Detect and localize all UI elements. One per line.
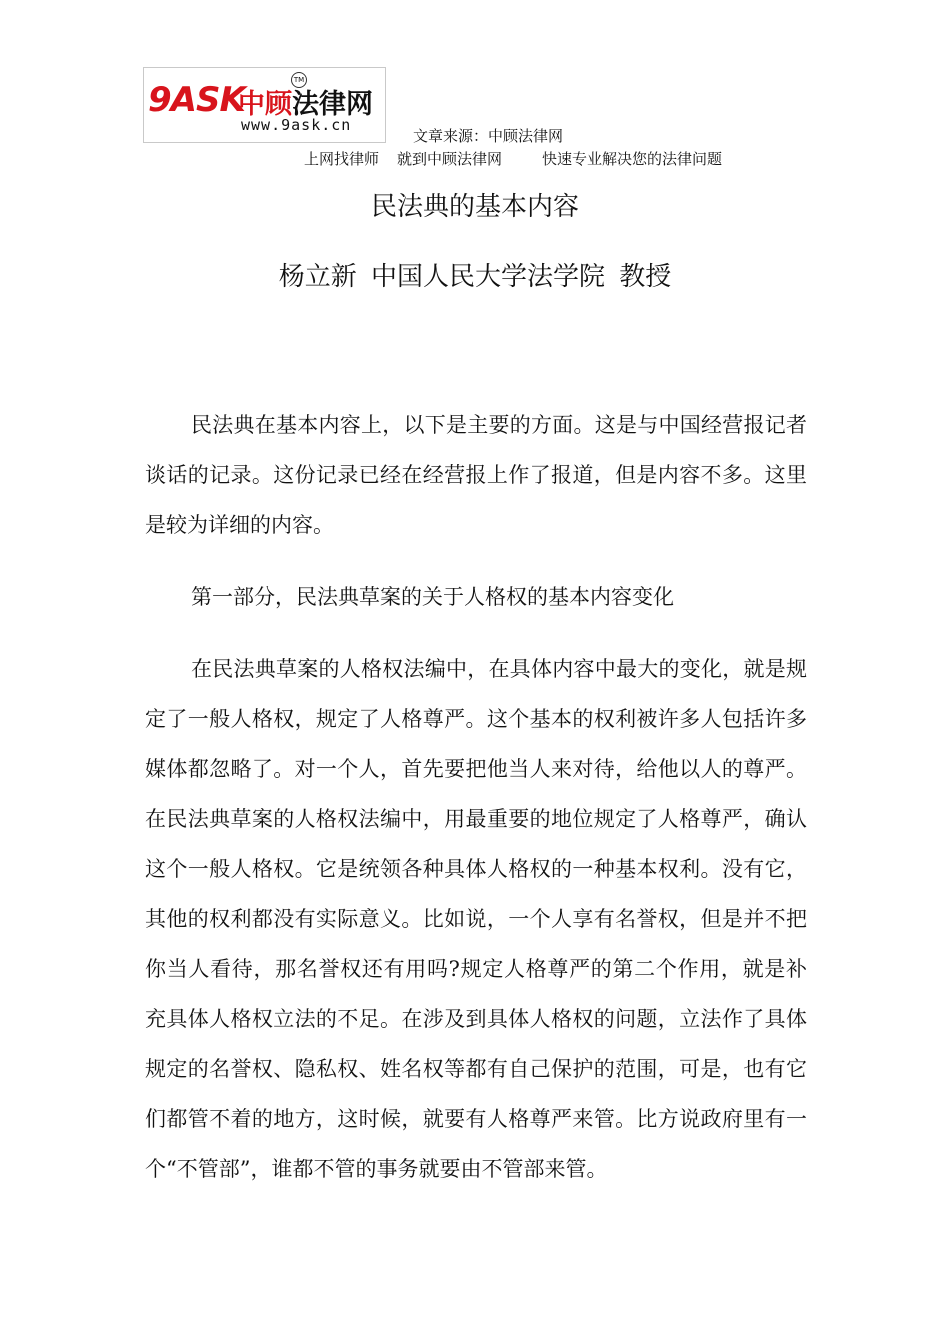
- logo-url: www.9ask.cn: [241, 116, 352, 134]
- logo-cn-part2: 法律网: [292, 89, 373, 120]
- slogan-part-2: 就到中顾法律网: [397, 150, 503, 168]
- paragraph-intro: 民法典在基本内容上，以下是主要的方面。这是与中国经营报记者谈话的记录。这份记录已经在经营报上作了报道，但是内容不多。这里是较为详细的内容。: [145, 413, 807, 537]
- slogan-part-3: 快速专业解决您的法律问题: [542, 150, 723, 168]
- section-heading: 第一部分，民法典草案的关于人格权的基本内容变化: [191, 585, 674, 609]
- trademark-icon: TM: [291, 72, 307, 88]
- article-source: 文章来源：中顾法律网: [413, 127, 564, 145]
- logo-cn-part1: 中顾: [238, 89, 292, 120]
- logo-mark: 9ASK: [148, 80, 245, 120]
- slogan-part-1: 上网找律师: [304, 150, 380, 168]
- paragraph-personality-rights: 在民法典草案的人格权法编中，在具体内容中最大的变化，就是规定了一般人格权，规定了人格尊严。这个基本的权利被许多人包括许多媒体都忽略了。对一个人，首先要把他当人来对待，给他以人的尊严。在民法典草案的人格权法编中，用最重要的地位规定了人格尊严，确认这个一般人格权。它是统领各种具体人格权的一种基本权利。没有它，其他的权利都没有实际意义。比如说，一个人享有名誉权，但是并不把你当人看待，那名誉权还有用吗?规定人格尊严的第二个作用，就是补充具体人格权立法的不足。在涉及到具体人格权的问题，立法作了具体规定的名誉权、隐私权、姓名权等都有自己保护的范围，可是，也有它们都管不着的地方，这时候，就要有人格尊严来管。比方说政府里有一个“不管部”，谁都不管的事务就要由不管部来管。: [145, 657, 807, 1181]
- site-logo[interactable]: [143, 67, 386, 143]
- site-slogan: [304, 148, 722, 169]
- document-body: [145, 400, 807, 1194]
- document-author: 杨立新 中国人民大学法学院 教授: [278, 262, 672, 292]
- document-title: 民法典的基本内容: [370, 192, 579, 222]
